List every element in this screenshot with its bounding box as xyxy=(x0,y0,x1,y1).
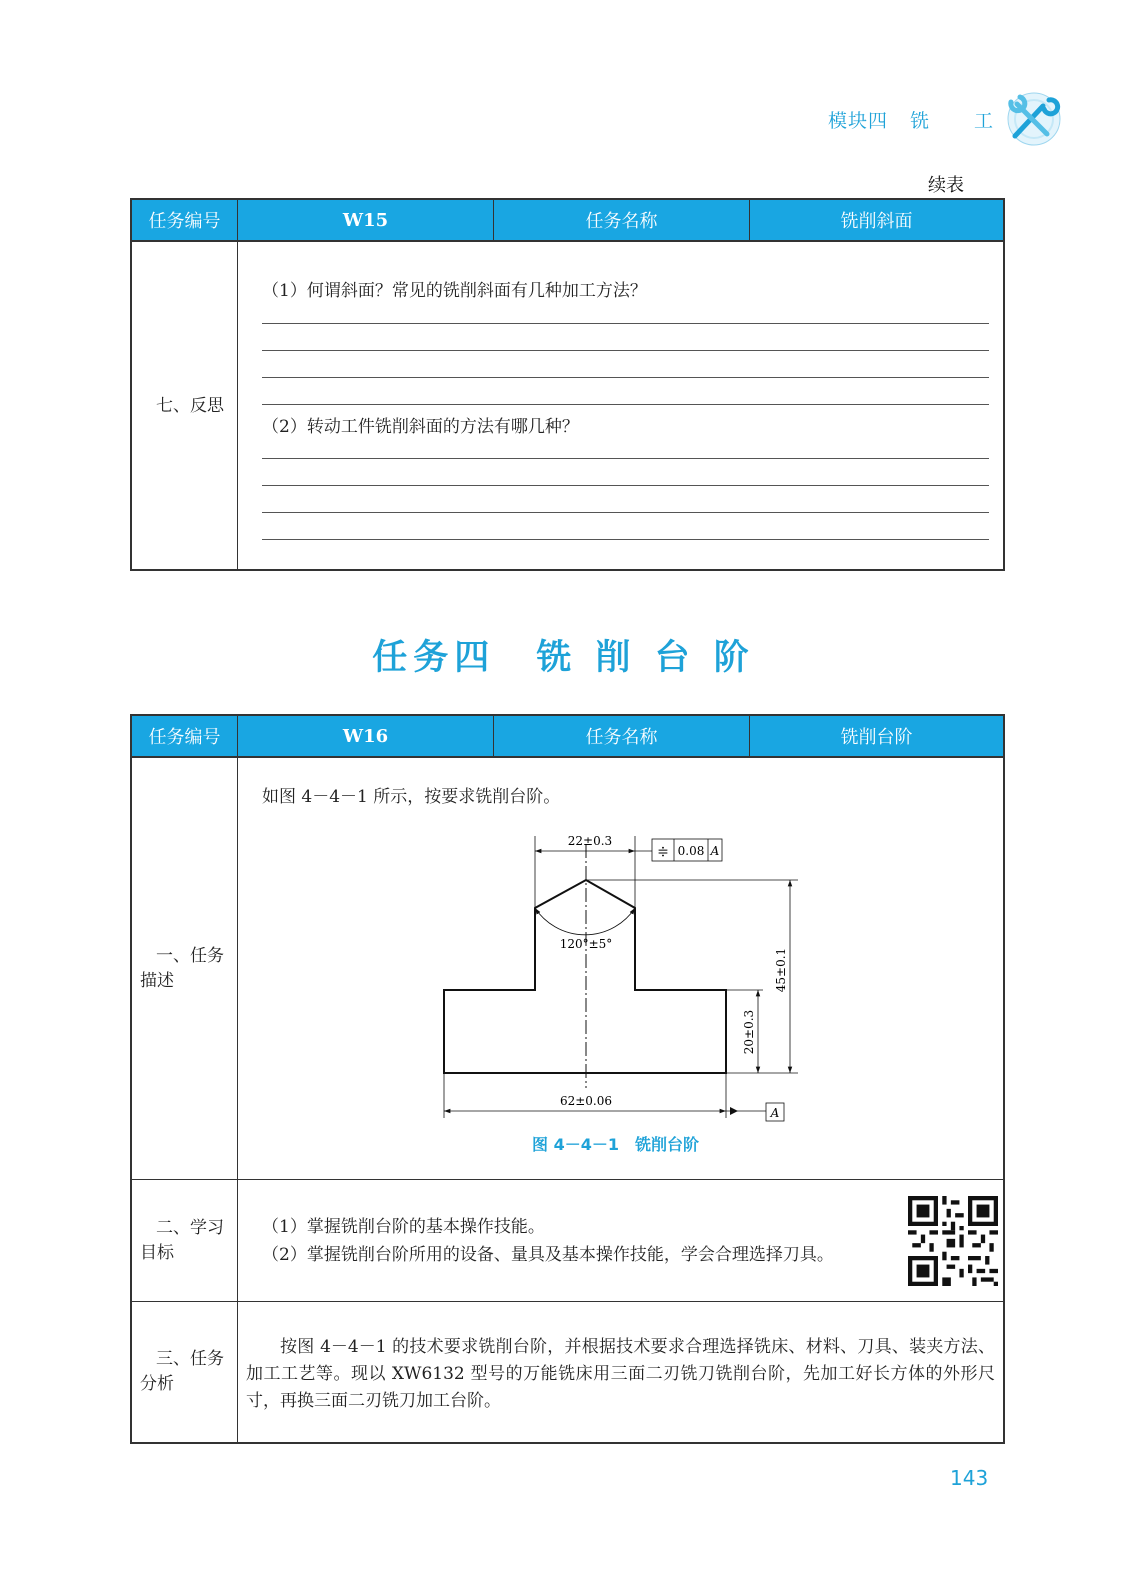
analysis-text: 按图 4－4－1 的技术要求铣削台阶，并根据技术要求合理选择铣床、材料、刀具、装夹方法、加工工艺等。现以 XW6132 型号的万能铣床用三面二刃铣刀铣削台阶，先加工好长方体的外形尺寸，再换三面二刃铣刀加工台阶。 xyxy=(246,1337,995,1411)
task-table-w16 xyxy=(130,714,1005,1444)
angle-label: 120°±5° xyxy=(559,937,613,951)
description-label-line1: 一、任务 xyxy=(156,945,224,966)
goal-item-1: （1）掌握铣削台阶的基本操作技能。 xyxy=(262,1217,545,1237)
answer-line[interactable] xyxy=(262,377,989,378)
answer-line[interactable] xyxy=(262,485,989,486)
dim-right-outer-label: 45±0.1 xyxy=(774,947,788,993)
analysis-row xyxy=(132,1301,1003,1442)
goals-label xyxy=(132,1180,238,1301)
angle-arc xyxy=(535,908,635,935)
analysis-label-line2: 分析 xyxy=(140,1374,174,1394)
table-header-row xyxy=(132,716,1003,758)
header-task-name-value: 铣削斜面 xyxy=(840,211,913,232)
answer-line[interactable] xyxy=(262,512,989,513)
analysis-content xyxy=(238,1302,1003,1442)
description-text: 如图 4－4－1 所示，按要求铣削台阶。 xyxy=(262,787,561,807)
dim-top-label: 22±0.3 xyxy=(567,834,613,848)
description-label-line2: 描述 xyxy=(140,970,174,991)
description-label xyxy=(132,758,238,1179)
answer-line[interactable] xyxy=(262,539,989,540)
answer-line[interactable] xyxy=(262,323,989,324)
header-task-id-label: 任务编号 xyxy=(132,200,238,240)
reflection-label-text: 七、反思 xyxy=(156,396,224,416)
header-module: 模块四 xyxy=(828,110,889,132)
page-number: 143 xyxy=(950,1466,989,1490)
wrench-logo-icon xyxy=(1003,90,1065,148)
reflection-question-1: （1）何谓斜面？常见的铣削斜面有几种加工方法？ xyxy=(262,281,647,301)
goal-item-2: （2）掌握铣削台阶所用的设备、量具及基本操作技能，学会合理选择刀具。 xyxy=(262,1245,834,1265)
reflection-label xyxy=(132,242,238,571)
figure-caption: 图 4－4－1 铣削台阶 xyxy=(532,1135,699,1154)
analysis-label-line1: 三、任务 xyxy=(156,1349,224,1369)
task-table-w15 xyxy=(130,198,1005,571)
reflection-question-2: （2）转动工件铣削斜面的方法有哪几种？ xyxy=(262,417,579,437)
step-drawing xyxy=(238,758,1004,1179)
dim-bottom-label: 62±0.06 xyxy=(559,1094,613,1108)
tolerance-symbol: ≑ xyxy=(657,844,669,860)
goals-label-line2: 目标 xyxy=(140,1242,174,1263)
header-task-id-label: 任务编号 xyxy=(132,716,238,756)
tolerance-datum: A xyxy=(710,844,720,858)
answer-line[interactable] xyxy=(262,350,989,351)
analysis-label xyxy=(132,1302,238,1442)
header-task-id-value: W15 xyxy=(238,200,494,240)
tolerance-value: 0.08 xyxy=(677,844,705,858)
answer-line[interactable] xyxy=(262,458,989,459)
continued-label: 续表 xyxy=(928,175,964,196)
header-task-id-value: W16 xyxy=(238,716,494,756)
header-part2: 工 xyxy=(974,110,995,132)
goals-label-line1: 二、学习 xyxy=(156,1217,224,1238)
reflection-content xyxy=(238,242,1003,571)
dim-right-inner-label: 20±0.3 xyxy=(742,1009,756,1055)
goals-row xyxy=(132,1179,1003,1301)
running-header xyxy=(828,106,994,133)
reflection-row xyxy=(132,242,1003,571)
part-outline xyxy=(444,880,726,1073)
qr-code-icon[interactable] xyxy=(908,1196,998,1286)
table-header-row xyxy=(132,200,1003,242)
header-part1: 铣 xyxy=(910,110,931,132)
header-task-name-label: 任务名称 xyxy=(494,200,750,240)
description-row xyxy=(132,758,1003,1179)
header-task-name-label: 任务名称 xyxy=(494,716,750,756)
answer-line[interactable] xyxy=(262,404,989,405)
description-content xyxy=(238,758,1003,1179)
goals-content xyxy=(238,1180,1003,1301)
task-title: 任务四 铣 削 台 阶 xyxy=(372,638,755,678)
datum-label: A xyxy=(770,1106,780,1120)
header-task-name-value: 铣削台阶 xyxy=(840,727,913,748)
